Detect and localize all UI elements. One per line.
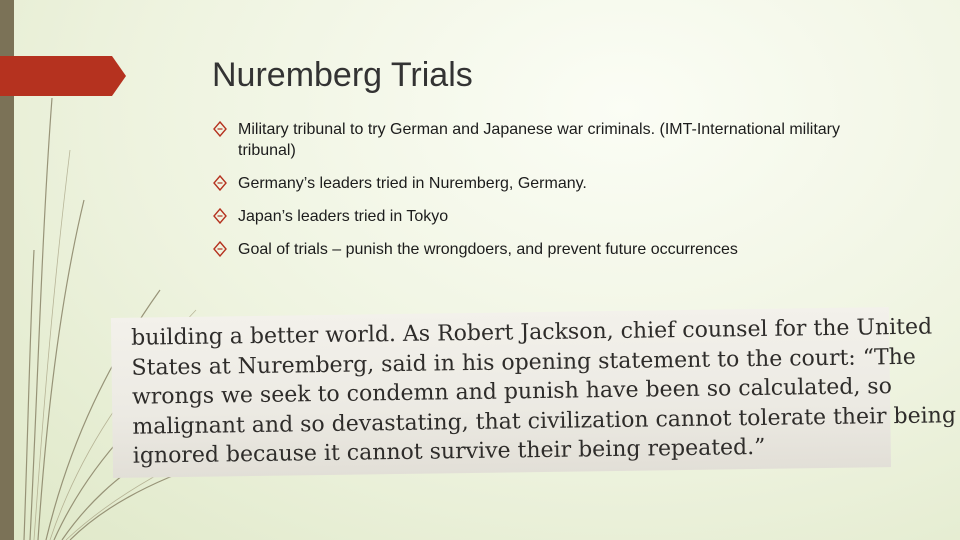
title-accent-arrow [0,56,126,96]
bullet-text: Military tribunal to try German and Japanese war criminals. (IMT-International military tribunal) [238,121,840,159]
quote-line: malignant and so devastating, that civilization cannot tolerate their being [132,402,957,440]
quote-line: building a better world. As Robert Jackson, chief counsel for the United [130,314,933,351]
slide-title: Nuremberg Trials [212,56,473,94]
quote-photo [111,307,957,478]
quote-line: States at Nuremberg, said in his opening statement to the court: “The [131,344,917,381]
bullet-list [213,119,873,272]
bullet-item [213,206,873,227]
bullet-text: Japan’s leaders tried in Tokyo [238,208,449,225]
bullet-item [213,239,873,260]
bullet-text: Goal of trials – punish the wrongdoers, and prevent future occurrences [238,241,738,258]
bullet-item [213,173,873,194]
diamond-outline-icon [213,241,227,257]
diamond-outline-icon [213,208,227,224]
diamond-outline-icon [213,175,227,191]
bullet-text: Germany’s leaders tried in Nuremberg, Germany. [238,175,587,192]
quote-line: wrongs we seek to condemn and punish have been so calculated, so [131,374,893,410]
quote-line: ignored because it cannot survive their being repeated.” [132,434,766,469]
diamond-outline-icon [213,121,227,137]
bullet-item [213,119,873,161]
